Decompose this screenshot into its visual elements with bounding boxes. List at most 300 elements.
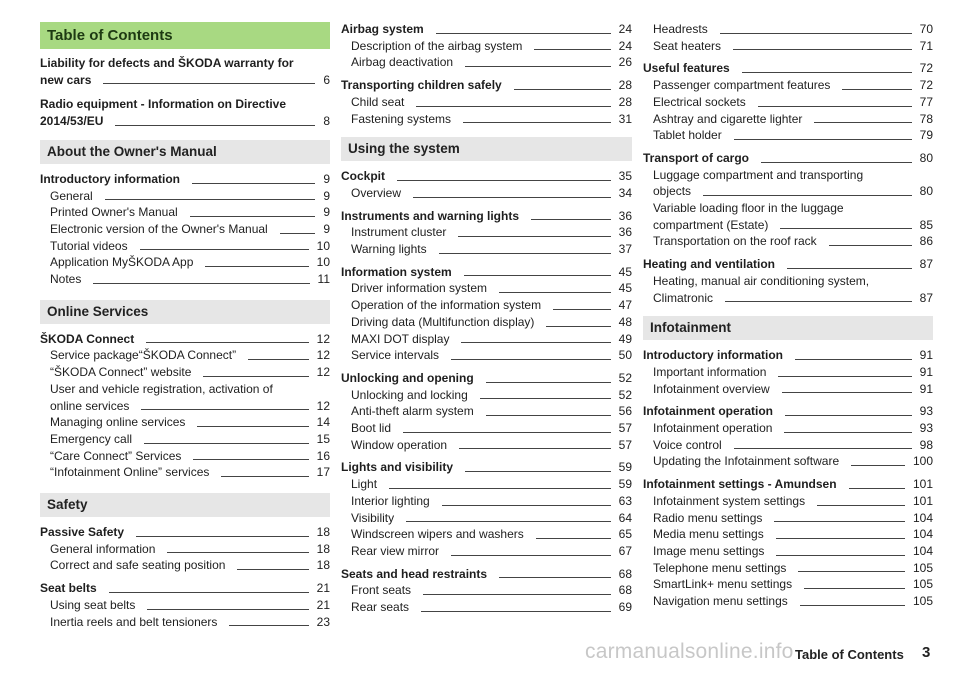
toc-entry[interactable] (341, 476, 632, 493)
leader-line (720, 33, 912, 34)
leader-line (787, 268, 912, 269)
toc-entry-page: 9 (323, 188, 330, 203)
toc-group-infotainment-operation (643, 403, 933, 470)
leader-line (486, 382, 611, 383)
toc-entry[interactable] (341, 314, 632, 331)
toc-entry-label: Service package“ŠKODA Connect” (50, 348, 237, 363)
toc-entry[interactable] (643, 576, 933, 593)
toc-group-instruments (341, 208, 632, 258)
toc-entry-label: Infotainment operation (653, 421, 773, 436)
toc-entry-label: Seats and head restraints (341, 566, 488, 581)
toc-entry-label: Emergency call (50, 431, 133, 446)
leader-line (197, 426, 308, 427)
toc-entry[interactable] (40, 524, 330, 541)
toc-entry[interactable] (341, 543, 632, 560)
toc-entry[interactable]: Luggage compartment and transporting objects 80 (653, 167, 933, 199)
toc-entry[interactable] (341, 510, 632, 527)
toc-entry-label: Image menu settings (653, 543, 765, 558)
toc-entry[interactable] (643, 403, 933, 420)
toc-entry-page: 10 (316, 238, 330, 253)
toc-entry-label: Application MyŠKODA App (50, 255, 194, 270)
toc-entry-label: MAXI DOT display (351, 331, 450, 346)
toc-entry-page: 23 (316, 614, 330, 629)
toc-entry-page: 57 (618, 421, 632, 436)
toc-entry-page: 91 (919, 381, 933, 396)
toc-group-unlocking (341, 370, 632, 454)
toc-entry[interactable] (643, 150, 933, 167)
toc-entry-page: 67 (618, 543, 632, 558)
leader-line (451, 359, 611, 360)
toc-entry[interactable] (341, 331, 632, 348)
toc-entry[interactable] (341, 599, 632, 616)
toc-entry[interactable] (341, 77, 632, 94)
toc-entry-page: 105 (912, 560, 933, 575)
toc-entry-page: 52 (618, 387, 632, 402)
toc-entry-page: 87 (919, 290, 933, 305)
toc-entry[interactable] (341, 420, 632, 437)
leader-line (776, 555, 905, 556)
toc-entry[interactable] (40, 271, 330, 288)
toc-entry-page: 91 (919, 348, 933, 363)
toc-entry[interactable] (643, 94, 933, 111)
toc-entry-page: 12 (316, 348, 330, 363)
toc-entry-label: Unlocking and opening (341, 370, 474, 385)
toc-entry-label: Airbag system (341, 22, 424, 36)
toc-entry[interactable] (643, 453, 933, 470)
leader-line (703, 195, 912, 196)
toc-entry[interactable] (341, 387, 632, 404)
toc-entry-label: Instrument cluster (351, 225, 447, 240)
leader-line (480, 398, 611, 399)
toc-entry[interactable] (341, 459, 632, 476)
toc-entry-page: 37 (618, 242, 632, 257)
toc-entry[interactable] (643, 543, 933, 560)
leader-line (465, 471, 611, 472)
leader-line (192, 183, 315, 184)
leader-line (514, 89, 611, 90)
leader-line (734, 448, 912, 449)
leader-line (798, 571, 905, 572)
toc-entry[interactable] (341, 370, 632, 387)
toc-entry-label: Infotainment settings - Amundsen (643, 477, 837, 492)
toc-entry-page: 70 (919, 22, 933, 36)
toc-entry[interactable] (341, 241, 632, 258)
leader-line (423, 594, 611, 595)
toc-entry[interactable] (341, 297, 632, 314)
toc-entry-label: Window operation (351, 437, 448, 452)
toc-entry[interactable] (643, 77, 933, 94)
toc-entry-page: 21 (316, 597, 330, 612)
toc-entry-label: Electrical sockets (653, 94, 746, 109)
leader-line (136, 536, 309, 537)
toc-entry[interactable] (643, 510, 933, 527)
leader-line (499, 292, 611, 293)
toc-entry[interactable] (341, 582, 632, 599)
leader-line (800, 605, 905, 606)
toc-entry-label: Infotainment system settings (653, 493, 806, 508)
toc-entry[interactable] (643, 593, 933, 610)
toc-entry[interactable] (643, 526, 933, 543)
toc-entry-page: 105 (912, 577, 933, 592)
toc-entry-label: Warning lights (351, 242, 427, 257)
toc-column-2 (341, 0, 632, 616)
toc-entry-page: 48 (618, 314, 632, 329)
toc-entry-label: objects (653, 184, 692, 199)
toc-entry[interactable] (40, 541, 330, 558)
toc-entry-label: Headrests (653, 22, 708, 36)
toc-entry[interactable] (40, 188, 330, 205)
toc-entry[interactable] (40, 204, 330, 221)
toc-entry-page: 59 (618, 460, 632, 475)
toc-entry-label: ŠKODA Connect (40, 331, 135, 346)
toc-group-lights (341, 459, 632, 559)
toc-entry[interactable] (341, 168, 632, 185)
toc-entry-page: 59 (618, 477, 632, 492)
toc-entry-page: 101 (912, 493, 933, 508)
leader-line (842, 89, 911, 90)
leader-line (403, 432, 611, 433)
toc-entry-label: Driver information system (351, 281, 488, 296)
toc-entry-page: 15 (316, 431, 330, 446)
toc-group-children (341, 77, 632, 127)
toc-entry-label: General (50, 188, 93, 203)
toc-entry-page: 36 (618, 208, 632, 223)
toc-entry[interactable] (341, 526, 632, 543)
toc-entry[interactable] (643, 437, 933, 454)
toc-entry-liability[interactable]: Liability for defects and ŠKODA warranty for new cars 6 (40, 56, 330, 87)
toc-group-infotainment-settings (643, 476, 933, 610)
footer-title: Table of Contents (795, 647, 904, 662)
toc-entry[interactable] (40, 347, 330, 364)
toc-entry-label: Notes (50, 272, 82, 287)
toc-entry-page: 100 (912, 454, 933, 469)
toc-entry[interactable] (341, 493, 632, 510)
leader-line (829, 245, 912, 246)
toc-entry-label: Cockpit (341, 169, 386, 184)
toc-entry-label: Front seats (351, 583, 412, 598)
leader-line (463, 122, 611, 123)
leader-line (817, 505, 905, 506)
toc-entry[interactable]: User and vehicle registration, activation of online services 12 (50, 381, 330, 413)
toc-entry[interactable] (341, 280, 632, 297)
toc-entry-label: General information (50, 541, 156, 556)
toc-entry[interactable] (341, 38, 632, 55)
toc-title-banner: Table of Contents (40, 22, 330, 49)
leader-line (849, 488, 905, 489)
toc-entry-page: 9 (323, 221, 330, 236)
leader-line (499, 577, 611, 578)
leader-line (141, 409, 308, 410)
toc-entry-page: 45 (618, 281, 632, 296)
section-header-using-system: Using the system (341, 137, 632, 161)
leader-line (190, 216, 316, 217)
toc-group-heating (643, 256, 933, 306)
toc-group-transport-of-cargo (643, 150, 933, 250)
leader-line (774, 521, 905, 522)
toc-entry-label: Visibility (351, 510, 395, 525)
leader-line (734, 139, 912, 140)
toc-entry[interactable] (643, 111, 933, 128)
toc-entry-label: Lights and visibility (341, 460, 454, 475)
toc-entry[interactable] (643, 381, 933, 398)
toc-entry-label: Electronic version of the Owner's Manual (50, 221, 268, 236)
leader-line (93, 283, 309, 284)
toc-entry-label: Overview (351, 185, 402, 200)
toc-entry[interactable] (40, 614, 330, 631)
toc-entry-page: 57 (618, 437, 632, 452)
leader-line (413, 197, 611, 198)
toc-entry-page: 80 (919, 184, 933, 199)
toc-entry-label: Service intervals (351, 348, 440, 363)
toc-group-seats-continued (643, 21, 933, 54)
toc-entry[interactable] (40, 580, 330, 597)
toc-entry-label: Anti-theft alarm system (351, 404, 474, 419)
toc-entry-label: Voice control (653, 437, 722, 452)
toc-entry-page: 12 (316, 331, 330, 346)
toc-entry-label: Tablet holder (653, 128, 722, 143)
toc-entry-page: 45 (618, 264, 632, 279)
leader-line (778, 376, 911, 377)
toc-entry-label: “ŠKODA Connect” website (50, 365, 192, 380)
toc-entry[interactable] (40, 448, 330, 465)
toc-group-airbag (341, 21, 632, 71)
toc-entry[interactable] (643, 493, 933, 510)
toc-entry-page: 24 (618, 22, 632, 36)
toc-entry-page: 71 (919, 38, 933, 53)
leader-line (442, 505, 611, 506)
toc-entry-label: Airbag deactivation (351, 55, 454, 70)
leader-line (237, 569, 308, 570)
leader-line (461, 342, 610, 343)
toc-entry-label: Correct and safe seating position (50, 558, 226, 573)
toc-entry-label: Tutorial videos (50, 238, 128, 253)
leader-line (459, 448, 611, 449)
toc-entry-page: 12 (316, 365, 330, 380)
leader-line (140, 249, 309, 250)
toc-entry-label: Rear view mirror (351, 543, 440, 558)
toc-entry[interactable] (643, 420, 933, 437)
toc-entry-label: Heating and ventilation (643, 257, 776, 272)
toc-entry-label: Instruments and warning lights (341, 208, 520, 223)
toc-entry-label: Telephone menu settings (653, 560, 787, 575)
toc-entry-label: Description of the airbag system (351, 38, 523, 53)
toc-entry-page: 56 (618, 404, 632, 419)
toc-entry-page: 26 (618, 55, 632, 70)
toc-entry[interactable] (341, 347, 632, 364)
toc-entry-page: 16 (316, 448, 330, 463)
leader-line (280, 233, 316, 234)
toc-entry-label: Passenger compartment features (653, 78, 831, 93)
toc-group-useful-features (643, 60, 933, 144)
toc-group-cockpit (341, 168, 632, 201)
leader-line (486, 415, 611, 416)
toc-entry-page: 11 (317, 272, 330, 287)
toc-entry-label: Infotainment overview (653, 381, 770, 396)
leader-line (534, 49, 610, 50)
toc-entry[interactable] (643, 364, 933, 381)
toc-entry[interactable]: Variable loading floor in the luggage compartment (Estate) 85 (653, 201, 933, 232)
toc-entry[interactable] (341, 208, 632, 225)
toc-entry-label: Transportation on the roof rack (653, 234, 817, 249)
toc-entry-label: Important information (653, 364, 767, 379)
toc-entry[interactable] (341, 21, 632, 38)
section-header-safety: Safety (40, 493, 330, 517)
toc-group-seat-belts (40, 580, 330, 630)
toc-entry-page: 18 (316, 541, 330, 556)
toc-entry[interactable] (643, 60, 933, 77)
toc-entry-page: 65 (618, 527, 632, 542)
leader-line (553, 309, 611, 310)
toc-entry[interactable] (341, 111, 632, 128)
toc-entry[interactable] (341, 437, 632, 454)
toc-entry-label: Updating the Infotainment software (653, 454, 840, 469)
toc-entry-label: Infotainment operation (643, 404, 773, 419)
toc-entry-label: Driving data (Multifunction display) (351, 314, 535, 329)
section-header-infotainment: Infotainment (643, 316, 933, 340)
toc-entry[interactable]: Heating, manual air conditioning system, Climatronic 87 (653, 273, 933, 305)
toc-entry-label: Boot lid (351, 421, 392, 436)
toc-entry[interactable] (341, 54, 632, 71)
toc-entry-label: Printed Owner's Manual (50, 205, 178, 220)
toc-entry-label: Managing online services (50, 415, 186, 430)
toc-entry[interactable] (40, 464, 330, 481)
leader-line (795, 359, 912, 360)
toc-entry[interactable] (40, 431, 330, 448)
toc-entry-page: 91 (919, 364, 933, 379)
toc-entry-label: Interior lighting (351, 493, 430, 508)
toc-entry-page: 93 (919, 404, 933, 419)
toc-entry-page: 24 (618, 38, 632, 53)
toc-entry-page: 79 (919, 128, 933, 143)
toc-entry-page: 49 (618, 331, 632, 346)
leader-line (814, 122, 911, 123)
leader-line (758, 106, 912, 107)
toc-entry-label: online services (50, 398, 130, 413)
toc-entry-page: 86 (919, 234, 933, 249)
toc-entry-page: 104 (912, 510, 933, 525)
leader-line (144, 443, 309, 444)
toc-entry[interactable] (643, 21, 933, 38)
toc-entry-label: Rear seats (351, 600, 410, 615)
leader-line (248, 359, 309, 360)
toc-entry-page: 28 (618, 78, 632, 93)
toc-entry-label: Operation of the information system (351, 298, 542, 313)
leader-line (465, 66, 611, 67)
toc-entry-page: 14 (316, 415, 330, 430)
toc-entry-page: 104 (912, 527, 933, 542)
leader-line (742, 72, 912, 73)
toc-entry[interactable] (40, 238, 330, 255)
toc-entry-page: 10 (316, 255, 330, 270)
toc-entry-label: Climatronic (653, 290, 714, 305)
toc-entry-page: 69 (618, 600, 632, 615)
leader-line (221, 476, 308, 477)
toc-entry-label: Introductory information (40, 171, 180, 186)
leader-line (776, 538, 905, 539)
toc-entry[interactable] (40, 171, 330, 188)
toc-entry-page: 28 (618, 94, 632, 109)
toc-entry-label: Fastening systems (351, 111, 452, 126)
toc-entry-page: 47 (618, 298, 632, 313)
toc-entry-page: 31 (618, 111, 632, 126)
toc-entry-label: Radio menu settings (653, 510, 763, 525)
toc-entry[interactable] (40, 597, 330, 614)
toc-entry-page: 52 (618, 370, 632, 385)
toc-entry-label: Seat heaters (653, 38, 722, 53)
leader-line (147, 609, 308, 610)
leader-line (436, 33, 611, 34)
leader-line (451, 555, 611, 556)
leader-line (421, 611, 611, 612)
leader-line (167, 552, 308, 553)
toc-entry-page: 78 (919, 111, 933, 126)
toc-group-introductory (40, 171, 330, 288)
toc-entry[interactable] (40, 557, 330, 574)
leader-line (785, 415, 912, 416)
toc-entry-page: 80 (919, 150, 933, 165)
toc-entry-label: Useful features (643, 61, 730, 76)
section-header-online-services: Online Services (40, 300, 330, 324)
toc-entry[interactable] (643, 476, 933, 493)
toc-entry-label: Passive Safety (40, 525, 125, 540)
toc-entry-page: 101 (912, 477, 933, 492)
toc-entry-label: Seat belts (40, 581, 97, 596)
toc-entry[interactable] (341, 185, 632, 202)
toc-entry[interactable] (643, 127, 933, 144)
leader-line (804, 588, 905, 589)
toc-entry-page: 104 (912, 543, 933, 558)
toc-entry[interactable] (40, 331, 330, 348)
toc-entry-label: SmartLink+ menu settings (653, 577, 793, 592)
toc-entry[interactable] (643, 38, 933, 55)
leader-line (229, 625, 308, 626)
leader-line (725, 301, 912, 302)
toc-entry[interactable] (341, 403, 632, 420)
leader-line (546, 326, 610, 327)
leader-line (146, 342, 308, 343)
toc-entry-page: 77 (919, 94, 933, 109)
toc-entry[interactable] (341, 94, 632, 111)
toc-entry[interactable] (341, 566, 632, 583)
toc-entry-page: 85 (919, 217, 933, 232)
leader-line (105, 199, 316, 200)
toc-entry-page: 18 (316, 525, 330, 540)
toc-entry-page: 93 (919, 421, 933, 436)
toc-entry[interactable] (341, 264, 632, 281)
toc-entry-radio-equipment[interactable]: Radio equipment - Information on Directive 2014/53/EU 8 (40, 97, 330, 129)
toc-column-3 (643, 0, 933, 610)
toc-entry-page: 50 (618, 348, 632, 363)
leader-line (851, 465, 905, 466)
toc-entry[interactable] (40, 254, 330, 271)
toc-entry[interactable] (643, 560, 933, 577)
leader-line (464, 275, 611, 276)
toc-entry-label: “Infotainment Online” services (50, 465, 210, 480)
toc-entry[interactable] (40, 414, 330, 431)
toc-entry[interactable] (341, 224, 632, 241)
leader-line (536, 538, 611, 539)
toc-entry-page: 105 (912, 594, 933, 609)
toc-entry[interactable] (40, 221, 330, 238)
toc-entry[interactable] (40, 364, 330, 381)
toc-entry-page: 72 (919, 78, 933, 93)
toc-entry[interactable] (643, 233, 933, 250)
toc-entry-page: 68 (618, 583, 632, 598)
toc-entry-label: Transport of cargo (643, 150, 750, 165)
toc-entry[interactable] (643, 347, 933, 364)
leader-line (780, 228, 911, 229)
toc-entry[interactable] (643, 256, 933, 273)
